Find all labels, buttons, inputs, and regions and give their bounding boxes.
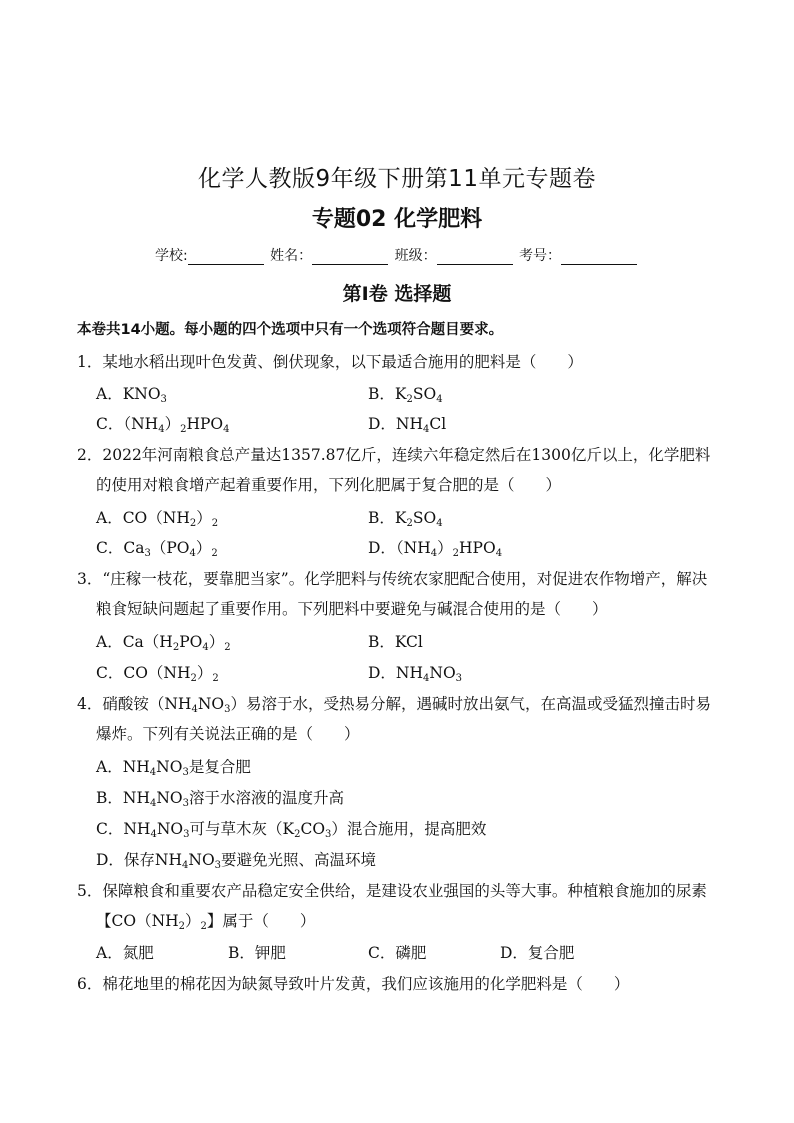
name-label: 姓名： [270,248,313,264]
q5-option-c: C．磷肥 [368,944,427,962]
exam-number-label: 考号： [519,248,562,264]
section-title: 第Ⅰ卷 选择题 [342,283,452,305]
q2-option-d: D．$(NH_4)_2HPO_4$ [368,539,503,559]
question-1-stem: 1．某地水稻出现叶色发黄、倒伏现象，以下最适合施用的肥料是（ ） [77,353,583,371]
question-4-stem-line-1: 4．硝酸铵$(NH_4NO_3)$易溶于水，受热易分解，遇碱时放出氨气，在高温或受猛烈撞击时易 [77,695,711,715]
question-5-stem-line-1: 5．保障粮食和重要农产品稳定安全供给，是建设农业强国的头等大事。种植粮食施加的尿素 [77,882,707,900]
q2-option-c: C．$Ca_3(PO_4)_2$ [96,539,218,559]
q1-option-d: D．$NH_4Cl$ [368,415,447,435]
q4-option-a: A．$NH_4NO_3$是复合肥 [96,758,251,778]
q2-option-b: B．$K_2SO_4$ [368,509,443,529]
exam-number-blank [561,250,637,265]
section-instruction: 本卷共14小题。每小题的四个选项中只有一个选项符合题目要求。 [77,322,504,338]
class-blank [437,250,513,265]
question-4-stem-line-2: 爆炸。下列有关说法正确的是（ ） [96,725,360,743]
class-label: 班级： [394,248,437,264]
school-label: 学校: [154,248,188,264]
q3-option-c: C．$CO(NH_2)_2$ [96,664,219,684]
q2-option-a: A．$CO(NH_2)_2$ [96,509,219,529]
question-3-stem-line-2: 粮食短缺问题起了重要作用。下列肥料中要避免与碱混合使用的是（ ） [96,600,608,618]
school-blank [188,250,264,265]
q3-option-d: D．$NH_4NO_3$ [368,664,463,684]
question-2-stem-line-2: 的使用对粮食增产起着重要作用，下列化肥属于复合肥的是（ ） [96,476,562,494]
question-6-stem: 6．棉花地里的棉花因为缺氮导致叶片发黄，我们应该施用的化学肥料是（ ） [77,975,630,993]
exam-title: 化学人教版9年级下册第11单元专题卷 [198,166,596,192]
question-3-stem-line-1: 3．“庄稼一枝花，要靠肥当家”。化学肥料与传统农家肥配合使用，对促进农作物增产，解决 [77,570,708,588]
exam-subtitle: 专题02 化学肥料 [311,207,483,232]
name-blank [312,250,388,265]
question-5-stem-line-2: 【$CO(NH_2)_2$】属于（ ） [96,912,316,932]
q4-option-b: B．$NH_4NO_3$溶于水溶液的温度升高 [96,789,345,809]
q1-option-a: A．$KNO_3$ [96,385,167,405]
q4-option-c: C．$NH_4NO_3$可与草木灰$(K_2CO_3)$混合施用，提高肥效 [96,820,487,840]
student-info-row [0,245,794,265]
q4-option-d: D．保存$NH_4NO_3$要避免光照、高温环境 [96,851,377,871]
q1-option-b: B．$K_2SO_4$ [368,385,443,405]
q3-option-a: A．$Ca(H_2PO_4)_2$ [96,633,231,653]
q5-option-b: B．钾肥 [228,944,286,962]
q1-option-c: C．$(NH_4)_2HPO_4$ [96,415,230,435]
q5-option-d: D．复合肥 [500,944,575,962]
question-2-stem-line-1: 2．2022年河南粮食总产量达1357.87亿斤，连续六年稳定然后在1300亿斤以上，化学肥料 [77,446,711,464]
q3-option-b: B．KCl [368,633,423,651]
q5-option-a: A．氮肥 [96,944,154,962]
